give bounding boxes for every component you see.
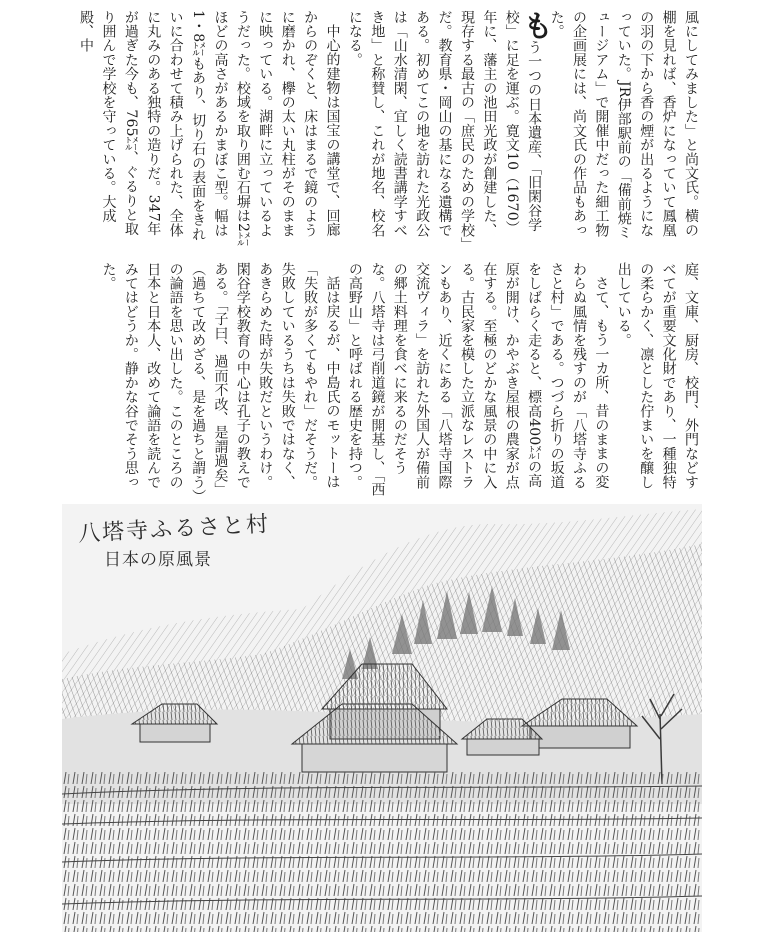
paragraph: 風にしてみました」と尚文氏。横の棚を見れば、香炉になっていて鳳凰の羽の下から香の煙が出るようになっていた。JR伊部駅前の「備前焼ミュージアム」で開催中だった細工物の企画展には、尚文氏の作品もあった。 [548,10,699,240]
paragraph: 話は戻るが、中島氏のモットーは「失敗が多くてもやれ」だそうだ。失敗しているうちは失敗ではなく、あきらめた時が失敗だというわけ。閑谷学校教育の中心は孔子の教えである。「子曰、過而不改、是謂過矣」（過ちて改めざる、是を過ちと謂う）の論語を思い出した。このところの日本と日本人、改めて論語を読んでみてはどうか。静かな谷でそう思った。 [100,262,341,497]
article-bottom-text [52,262,702,502]
village-sketch-illustration [62,504,702,932]
paragraph: さて、もう一カ所、昔のままの変わらぬ風情を残すのが「八塔寺ふるさと村」である。つづら折りの坂道をしばらく走ると、標高400㍍の高原が開け、かやぶき屋根の農家が点在する。至極のどかな風景の中に入る。古民家を模した立派なレストランもあり、近くにある「八塔寺国際交流ヴィラ」を訪れた外国人が備前の郷土料理を食べに来るのだそうな。八塔寺は弓削道鏡が開基し、「西の高野山」と呼ばれる歴史を持つ。 [346,262,610,497]
paragraph: 庭、文庫、厨房、校門、外門などすべてが重要文化財であり、一種独特の柔らかく、凛とした佇まいを醸し出している。 [615,262,699,490]
article-top-text [52,10,702,248]
illustration-title: 八塔寺ふるさと村 [77,511,271,548]
paragraph-body: う一つの日本遺産、「旧閑谷学校」に足を運ぶ。寛文10（1670）年に、藩主の池田光政が創建した、現存する最古の「庶民のための学校」だ。教育県・岡山の基になる遺構である。初めてこの地を訪れた光政公は「山水清閑、宜しく読書講学すべき地」と称賛し、これが地名、校名になる。 [346,10,543,245]
paragraph-dropcap [344,10,553,248]
illustration-caption [78,512,270,570]
illustration-subtitle: 日本の原風景 [104,550,212,570]
dropcap: も [517,10,553,41]
paragraph: 中心的建物は国宝の講堂で、回廊からのぞくと、床はまるで鏡のように磨かれ、欅の太い丸柱がそのままに映っている。湖畔に立っているようだった。校域を取り囲む石塀は2㍍ほどの高さがあるかまぼこ型。幅は1・8㍍もあり、切り石の表面をきれいに合わせて積み上げられた、全体に丸みのある独特の造りだ。347年が過ぎた今も、765㍍、ぐるりと取り囲んで学校を守っている。大成殿、中 [78,10,341,247]
